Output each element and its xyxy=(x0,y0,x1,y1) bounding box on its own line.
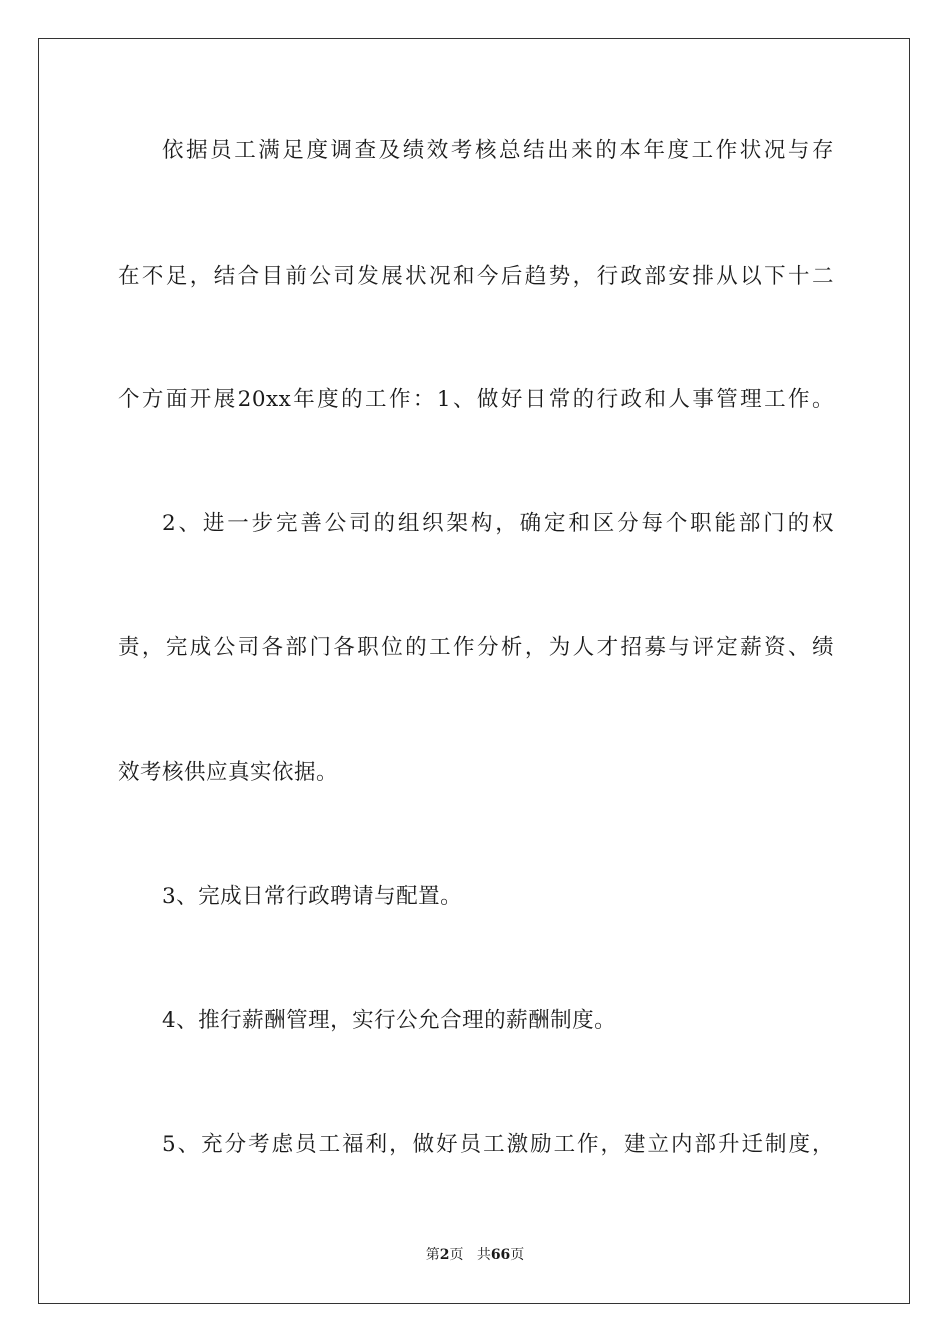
footer-page-number: 2 xyxy=(439,1247,450,1263)
paragraph-line: 4、推行薪酬管理，实行公允合理的薪酬制度。 xyxy=(162,1008,617,1033)
paragraph-line: 5、充分考虑员工福利，做好员工激励工作，建立内部升迁制度， xyxy=(162,1132,834,1157)
footer-total-suffix: 页 xyxy=(510,1247,525,1263)
paragraph-line: 依据员工满足度调查及绩效考核总结出来的本年度工作状况与存 xyxy=(162,138,834,163)
footer-page-prefix: 第 xyxy=(425,1247,440,1263)
footer-total-pages: 66 xyxy=(490,1247,511,1263)
paragraph-line: 2、进一步完善公司的组织架构，确定和区分每个职能部门的权 xyxy=(162,511,834,536)
footer-page-suffix: 页 xyxy=(449,1247,464,1263)
paragraph-line: 责，完成公司各部门各职位的工作分析，为人才招募与评定薪资、绩 xyxy=(118,635,834,660)
paragraph-line: 在不足，结合目前公司发展状况和今后趋势，行政部安排从以下十二 xyxy=(118,264,834,289)
page-border xyxy=(38,38,910,1304)
page-footer xyxy=(0,1245,950,1265)
footer-total-prefix: 共 xyxy=(476,1247,491,1263)
paragraph-line: 个方面开展20xx年度的工作：1、做好日常的行政和人事管理工作。 xyxy=(118,387,834,412)
paragraph-line: 效考核供应真实依据。 xyxy=(118,760,339,785)
paragraph-line: 3、完成日常行政聘请与配置。 xyxy=(162,884,463,909)
